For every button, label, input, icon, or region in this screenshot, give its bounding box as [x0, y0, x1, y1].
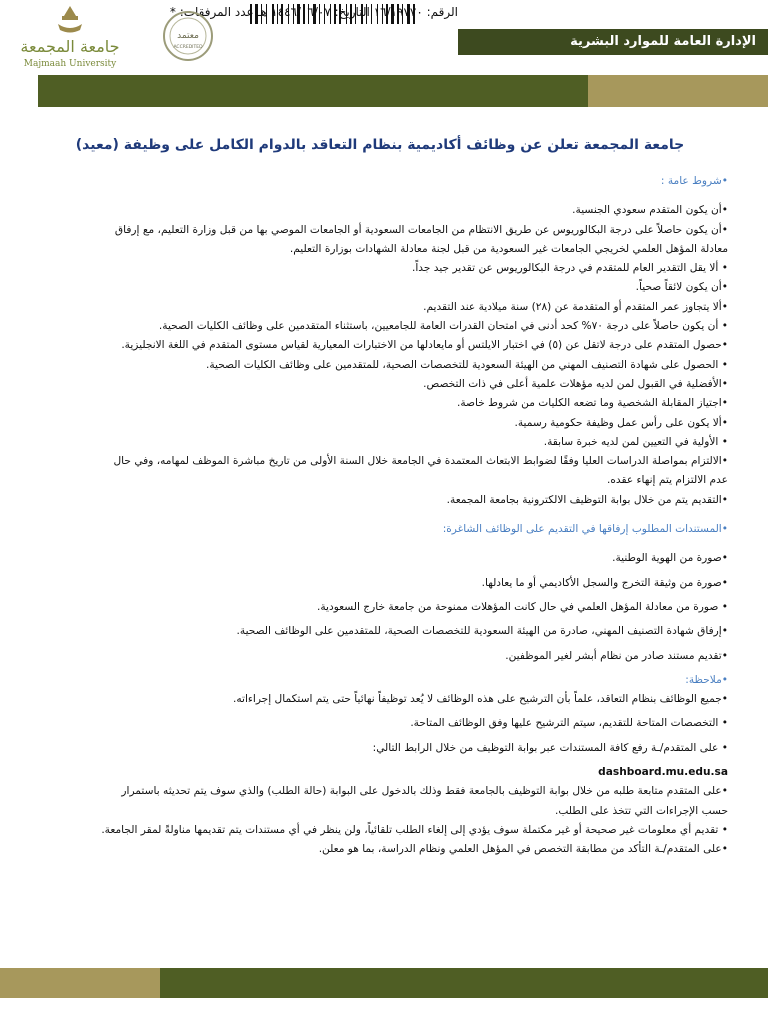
list-item: •ألا يتجاوز عمر المتقدم أو المتقدمة عن (٢٨) سنة ميلادية عند التقديم.	[423, 300, 728, 313]
university-name-en: Majmaah University	[23, 59, 117, 69]
list-item: •التقديم يتم من خلال بوابة التوظيف الالكترونية بجامعة المجمعة.	[446, 493, 728, 506]
list-item: •إرفاق شهادة التصنيف المهني، صادرة من الهيئة السعودية للتخصصات الصحية، للمتقدمين على الوظائف الصحية.	[236, 625, 728, 638]
list-item: •على المتقدم/ـة التأكد من مطابقة التخصص في المؤهل العلمي ونظام الدراسة، بما هو معلن.	[318, 843, 728, 856]
list-item: •الالتزام بمواصلة الدراسات العليا وفقًا لضوابط الابتعاث المعتمدة في الجامعة خلال السنة الأولى من تاريخ مباشرة الموظف لمهامه، وفي حال	[113, 455, 728, 468]
reference-line: الرقم: ١٦/١٩٧٧٠ التاريخ: ١٤٤٦/٠٦/٠٧ هـ عدد المرفقات: *	[169, 5, 458, 19]
header-gold-block	[588, 75, 768, 107]
notes-list-after	[28, 782, 728, 859]
list-item: •حصول المتقدم على درجة لاتقل عن (٥) في اختبار الايلتس أو مايعادلها من الاختبارات المعيارية لقياس مستوى المتقدم في اللغة الانجليزية.	[121, 339, 728, 352]
accreditation-seal	[162, 10, 214, 62]
list-item: •جميع الوظائف بنظام التعاقد، علماً بأن الترشيح على هذه الوظائف لا يُعد توظيفاً نهائياً حتى يتم استكمال إجراءاته.	[232, 693, 728, 706]
page-title: جامعة المجمعة تعلن عن وظائف أكاديمية بنظام التعاقد بالدوام الكامل على وظيفة (معيد)	[75, 137, 685, 153]
portal-link[interactable]: dashboard.mu.edu.sa	[598, 766, 728, 779]
list-item: • الحصول على شهادة التصنيف المهني من الهيئة السعودية للتخصصات الصحية، للمتقدمين على وظائف الكليات الصحية.	[205, 358, 728, 371]
list-item: • ألا يقل التقدير العام للمتقدم في درجة البكالوريوس عن تقدير جيد جداً.	[411, 262, 728, 275]
department-name: الإدارة العامة للموارد البشرية	[570, 34, 756, 49]
list-item: •ألا يكون على رأس عمل وظيفة حكومية رسمية.	[514, 416, 728, 429]
footer-gold-block	[0, 968, 160, 998]
notes-heading: •ملاحظة:	[685, 673, 728, 686]
list-item: • على المتقدم/ـة رفع كافة المستندات عبر بوابة التوظيف من خلال الرابط التالي:	[372, 741, 728, 754]
list-item: حسب الإجراءات التي تتخذ على الطلب.	[555, 804, 728, 817]
list-item: عدم الالتزام يتم إنهاء عقده.	[606, 474, 728, 487]
notes-list	[28, 690, 728, 758]
list-item: •اجتياز المقابلة الشخصية وما تضعه الكليات من شروط خاصة.	[456, 397, 728, 410]
university-logo	[10, 2, 130, 72]
list-item: • أن يكون حاصلاً على درجة ٧٠% كحد أدنى في امتحان القدرات العامة للجامعيين، باستثناء المتقدمين على وظائف الكليات الصحية.	[158, 320, 728, 333]
list-item: معادلة المؤهل العلمي لخريجي الجامعات غير السعودية من قبل لجنة معادلة الشهادات بوزارة التعليم.	[289, 242, 728, 255]
university-name-ar: جامعة المجمعة	[20, 37, 120, 56]
list-item: •أن يكون المتقدم سعودي الجنسية.	[572, 204, 728, 217]
list-item: •أن يكون حاصلاً على درجة البكالوريوس عن طريق الانتظام من الجامعات السعودية أو الجامعات الموصي بها من قبل وزارة التعليم، مع إرفاق	[114, 223, 728, 236]
general-conditions-list	[28, 201, 728, 510]
list-item: • الأولية في التعيين لمن لديه خبرة سابقة.	[543, 435, 728, 448]
list-item: • التخصصات المتاحة للتقديم، سيتم الترشيح عليها وفق الوظائف المتاحة.	[410, 717, 728, 730]
list-item: • صورة من معادلة المؤهل العلمي في حال كانت المؤهلات ممنوحة من جامعة خارج السعودية.	[317, 600, 728, 613]
general-conditions-heading: •شروط عامة :	[660, 175, 728, 187]
required-documents-heading: •المستندات المطلوب إرفاقها في التقديم على الوظائف الشاغرة:	[442, 523, 728, 536]
list-item: •صورة من الهوية الوطنية.	[612, 552, 728, 565]
required-documents-list	[28, 549, 728, 665]
list-item: • تقديم أي معلومات غير صحيحة أو غير مكتملة سوف يؤدي إلى إلغاء الطلب تلقائياً، ولن ينظر في أي مستندات يتم تقديمها مناولةً لمقر الجامعة.	[101, 823, 728, 836]
department-banner	[458, 29, 768, 55]
list-item: •صورة من وثيقة التخرج والسجل الأكاديمي أو ما يعادلها.	[481, 576, 728, 589]
list-item: •تقديم مستند صادر من نظام أبشر لغير الموظفين.	[505, 649, 728, 662]
list-item: •على المتقدم متابعة طلبه من خلال بوابة التوظيف بالجامعة فقط وذلك بالدخول على البوابة (حالة الطلب) والذي سوف يتم تحديثه باستمرار	[121, 785, 728, 798]
announcement-body	[28, 172, 728, 860]
seal-subtext: ACCREDITED	[173, 45, 203, 50]
list-item: •الأفضلية في القبول لمن لديه مؤهلات علمية أعلى في ذات التخصص.	[423, 377, 728, 390]
seal-text: معتمد	[177, 31, 199, 41]
list-item: •أن يكون لائقاً صحياً.	[635, 281, 728, 294]
